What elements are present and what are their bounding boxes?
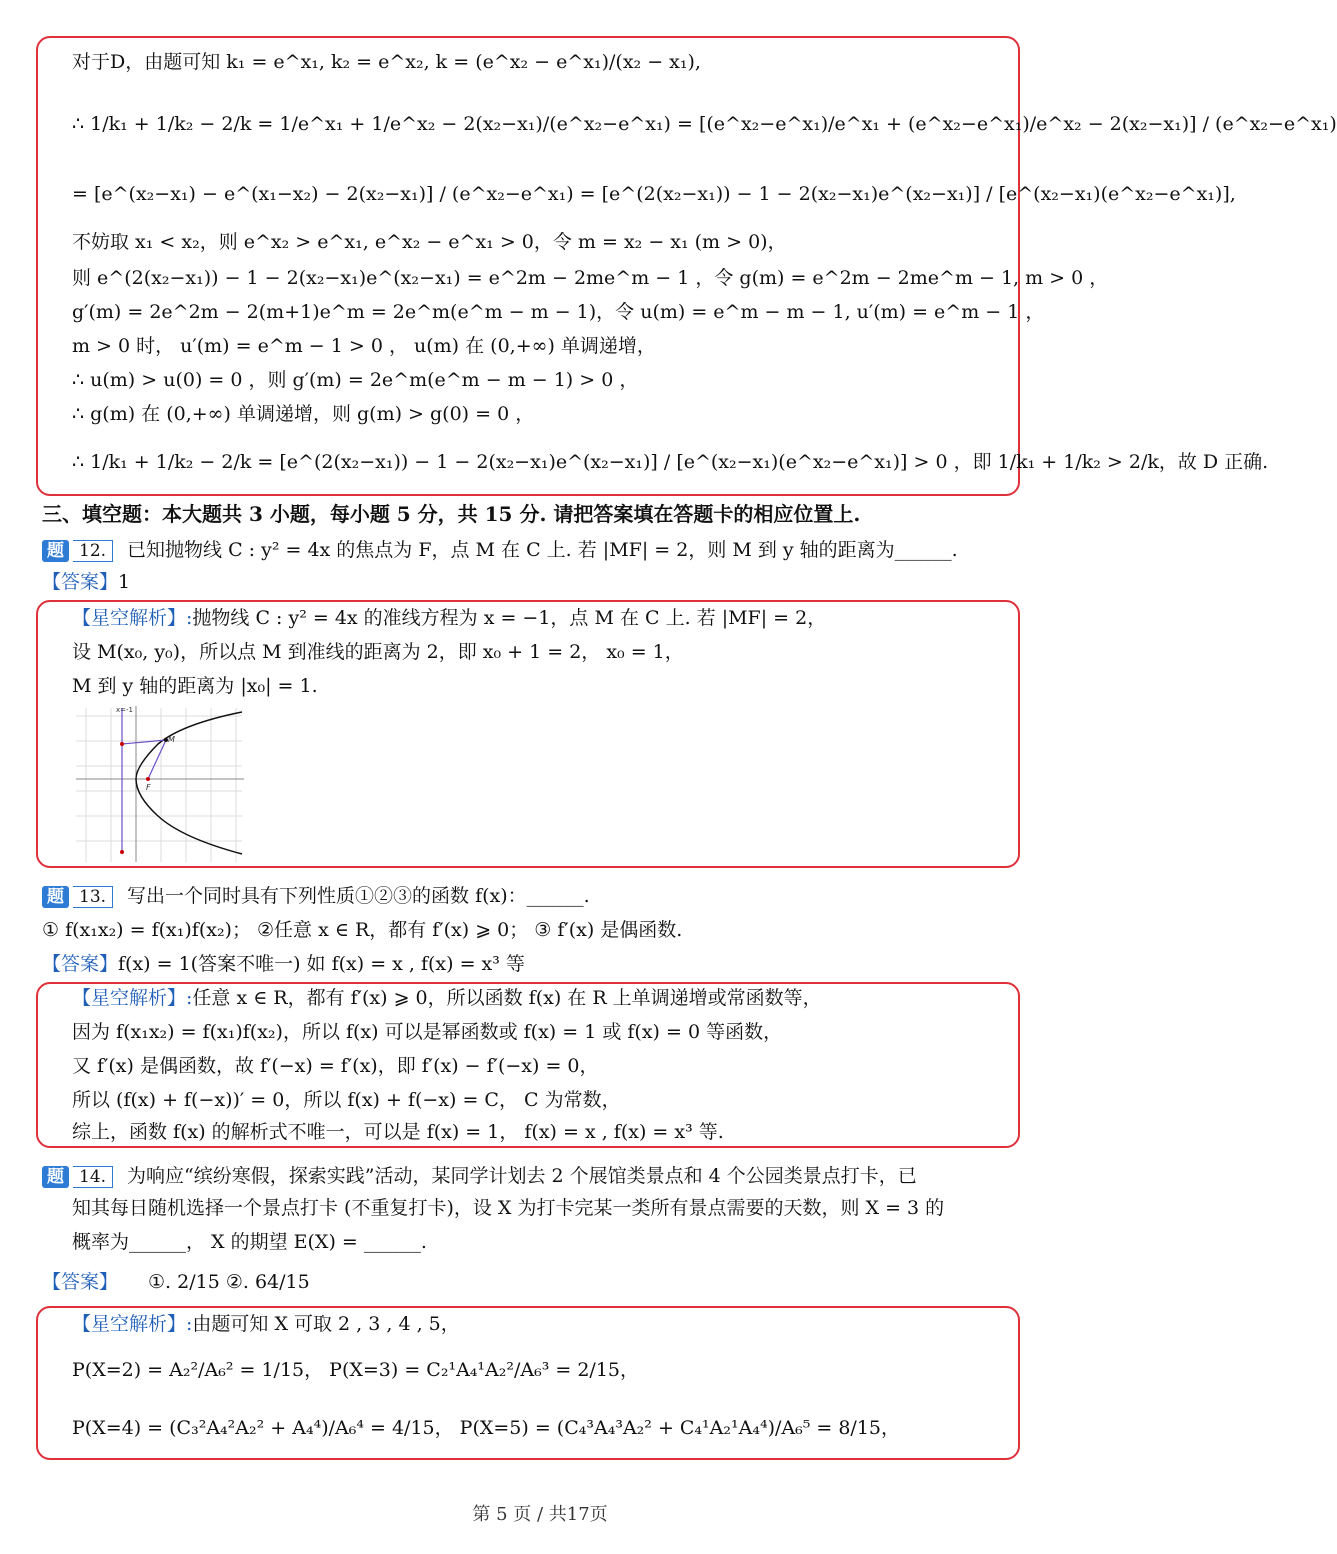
q12-answer-value: 1 — [118, 571, 131, 593]
box1-line-1: 对于D，由题可知 k₁ = e^x₁, k₂ = e^x₂, k = (e^x₂ − e^x₁)/(x₂ − x₁), — [72, 51, 701, 73]
box1-line-5: 则 e^(2(x₂−x₁)) − 1 − 2(x₂−x₁)e^(x₂−x₁) = e^2m − 2me^m − 1 ，令 g(m) = e^2m − 2me^m − 1, m > 0 ， — [72, 267, 1109, 289]
q14-analysis-3: P(X=4) = (C₃²A₄²A₂² + A₄⁴)/A₆⁴ = 4/15， P(X=5) = (C₄³A₄³A₂² + C₄¹A₂¹A₄⁴)/A₆⁵ = 8/15， — [72, 1417, 901, 1439]
q13-analysis-text-1: 任意 x ∈ R，都有 f′(x) ⩾ 0，所以函数 f(x) 在 R 上单调递增或常函数等， — [192, 987, 822, 1009]
q12-answer — [42, 568, 130, 596]
question-tag: 题 — [42, 886, 69, 908]
q13-analysis-1 — [72, 984, 822, 1012]
q13-question — [42, 882, 590, 910]
q12-analysis-1 — [72, 604, 826, 632]
box1-line-3: = [e^(x₂−x₁) − e^(x₁−x₂) − 2(x₂−x₁)] / (e^x₂−e^x₁) = [e^(2(x₂−x₁)) − 1 − 2(x₂−x₁)e^(x₂−x₁)] / [e^(x₂−x₁)(e^x₂−e^x₁)], — [72, 183, 1236, 205]
box1-line-9: ∴ g(m) 在 (0,+∞) 单调递增，则 g(m) > g(0) = 0 ， — [72, 403, 535, 425]
q14-answer-value: ①. 2/15 ②. 64/15 — [148, 1271, 310, 1293]
question-tag: 题 — [42, 1166, 69, 1188]
answer-label: 【答案】 — [42, 953, 119, 975]
box1-line-6: g′(m) = 2e^2m − 2(m+1)e^m = 2e^m(e^m − m − 1)，令 u(m) = e^m − m − 1, u′(m) = e^m − 1 ， — [72, 301, 1045, 323]
q12-text: 已知抛物线 C : y² = 4x 的焦点为 F，点 M 在 C 上. 若 |MF| = 2，则 M 到 y 轴的距离为______. — [127, 539, 958, 561]
q13-analysis-5: 综上，函数 f(x) 的解析式不唯一，可以是 f(x) = 1， f(x) = x , f(x) = x³ 等. — [72, 1121, 724, 1143]
q14-text-3: 概率为______， X 的期望 E(X) = ______. — [72, 1231, 427, 1253]
graph-grid — [76, 708, 242, 862]
label-m: M — [168, 735, 175, 744]
question-number: 13. — [73, 886, 113, 908]
q14-analysis-1 — [72, 1310, 460, 1338]
answer-label: 【答案】 — [42, 1271, 119, 1293]
question-tag: 题 — [42, 540, 69, 562]
q13-props: ① f(x₁x₂) = f(x₁)f(x₂)； ②任意 x ∈ R，都有 f′(x) ⩾ 0； ③ f′(x) 是偶函数. — [42, 919, 683, 941]
box1-line-4: 不妨取 x₁ < x₂，则 e^x₂ > e^x₁, e^x₂ − e^x₁ > 0，令 m = x₂ − x₁ (m > 0)， — [72, 231, 787, 253]
q13-analysis-2: 因为 f(x₁x₂) = f(x₁)f(x₂)，所以 f(x) 可以是幂函数或 f(x) = 1 或 f(x) = 0 等函数， — [72, 1021, 783, 1043]
q14-analysis-2: P(X=2) = A₂²/A₆² = 1/15， P(X=3) = C₂¹A₄¹A₂²/A₆³ = 2/15， — [72, 1359, 640, 1381]
q14-question — [42, 1162, 917, 1190]
q14-text-1: 为响应“缤纷寒假，探索实践”活动，某同学计划去 2 个展馆类景点和 4 个公园类景点打卡，已 — [127, 1165, 917, 1187]
parabola-graph — [72, 704, 248, 864]
q12-analysis-text-1: 抛物线 C : y² = 4x 的准线方程为 x = −1，点 M 在 C 上. 若 |MF| = 2， — [192, 607, 827, 629]
box1-line-10: ∴ 1/k₁ + 1/k₂ − 2/k = [e^(2(x₂−x₁)) − 1 − 2(x₂−x₁)e^(x₂−x₁)] / [e^(x₂−x₁)(e^x₂−e^x₁)] > 0 ，即 1/k₁ + 1/k₂ > 2/k，故 D 正确. — [72, 451, 1269, 473]
analysis-label: 【星空解析】: — [72, 607, 193, 629]
box1-line-2: ∴ 1/k₁ + 1/k₂ − 2/k = 1/e^x₁ + 1/e^x₂ − 2(x₂−x₁)/(e^x₂−e^x₁) = [(e^x₂−e^x₁)/e^x₁ + (e^x₂−e^x₁)/e^x₂ − 2(x₂−x₁)] / (e^x₂−e^x₁) — [72, 113, 1337, 135]
parabola-curve — [136, 712, 242, 854]
q13-answer — [42, 950, 525, 978]
page-footer: 第 5 页 / 共17页 — [472, 1504, 608, 1525]
answer-label: 【答案】 — [42, 571, 119, 593]
q14-answer — [42, 1268, 310, 1296]
point-f — [146, 777, 150, 781]
q12-analysis-2: 设 M(x₀, y₀)，所以点 M 到准线的距离为 2，即 x₀ + 1 = 2， x₀ = 1， — [72, 641, 684, 663]
label-f: F — [146, 783, 151, 792]
q14-text-2: 知其每日随机选择一个景点打卡 (不重复打卡)，设 X 为打卡完某一类所有景点需要的天数，则 X = 3 的 — [72, 1197, 945, 1219]
section-3-title: 三、填空题：本大题共 3 小题，每小题 5 分，共 15 分. 请把答案填在答题卡的相应位置上. — [42, 502, 861, 526]
q13-analysis-4: 所以 (f(x) + f(−x))′ = 0，所以 f(x) + f(−x) = C， C 为常数， — [72, 1089, 621, 1111]
q13-analysis-3: 又 f′(x) 是偶函数，故 f′(−x) = f′(x)，即 f′(x) − f′(−x) = 0， — [72, 1055, 599, 1077]
q13-text: 写出一个同时具有下列性质①②③的函数 f(x)：______. — [127, 885, 590, 907]
q12-analysis-3: M 到 y 轴的距离为 |x₀| = 1. — [72, 675, 318, 697]
q14-analysis-text-1: 由题可知 X 可取 2 , 3 , 4 , 5， — [192, 1313, 460, 1335]
q12-question — [42, 536, 958, 564]
question-number: 14. — [73, 1166, 113, 1188]
analysis-label: 【星空解析】: — [72, 987, 193, 1009]
question-number: 12. — [73, 540, 113, 562]
q13-answer-value: f(x) = 1(答案不唯一) 如 f(x) = x , f(x) = x³ 等 — [118, 953, 525, 975]
box1-line-7: m > 0 时， u′(m) = e^m − 1 > 0 ， u(m) 在 (0,+∞) 单调递增， — [72, 335, 656, 357]
point-directrix-low — [120, 850, 124, 854]
box1-line-8: ∴ u(m) > u(0) = 0 ，则 g′(m) = 2e^m(e^m − m − 1) > 0 ， — [72, 369, 639, 391]
directrix-label: x=-1 — [116, 706, 133, 714]
analysis-label: 【星空解析】: — [72, 1313, 193, 1335]
point-directrix-foot — [120, 742, 124, 746]
